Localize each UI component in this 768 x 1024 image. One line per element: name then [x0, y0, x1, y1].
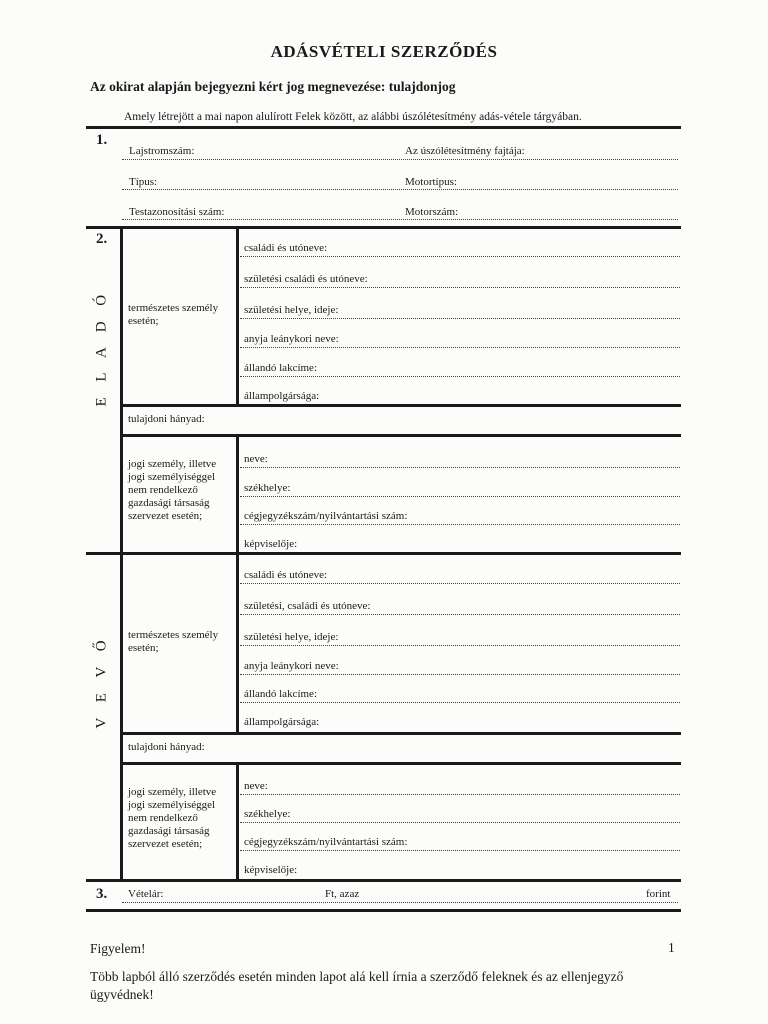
seller-share-top — [120, 404, 681, 407]
buyer-company-name-line — [240, 794, 680, 795]
section-3-number: 3. — [96, 886, 108, 902]
buyer-side-label: V E V Ő — [93, 634, 110, 729]
section-3-bottom-border — [86, 909, 681, 912]
document-title: ADÁSVÉTELI SZERZŐDÉS — [270, 42, 498, 61]
seller-company-name-line — [240, 467, 680, 468]
buyer-address-label: állandó lakcíme: — [244, 688, 317, 700]
buyer-natural-person-label: természetes személy esetén; — [128, 629, 219, 654]
buyer-birth-name-label: születési, családi és utóneve: — [244, 600, 371, 612]
price-ft-label: Ft, azaz — [325, 888, 360, 900]
seller-representative-label: képviselője: — [244, 538, 298, 550]
seller-address-line — [240, 376, 680, 377]
buyer-citizenship-label: állampolgársága: — [244, 716, 320, 728]
seller-company-name-label: neve: — [244, 453, 268, 465]
buyer-natural-divider — [236, 554, 239, 734]
buyer-seat-label: székhelye: — [244, 808, 291, 820]
seller-natural-divider — [236, 226, 239, 406]
seller-address-label: állandó lakcíme: — [244, 362, 317, 374]
buyer-birthplace-line — [240, 645, 680, 646]
warning-heading: Figyelem! — [90, 941, 146, 956]
signature-note: Több lapból álló szerződés esetén minden lapot alá kell írnia a szerződő feleknek és az ellenjegyző ügyvédnek! — [90, 969, 624, 1002]
buyer-birthplace-label: születési helye, ideje: — [244, 631, 339, 643]
buyer-share-top — [120, 732, 681, 735]
intro-text: Amely létrejött a mai napon alulírott Felek között, az alábbi úszólétesítmény adás-vétele tárgyában. — [124, 111, 582, 123]
section-1-number: 1. — [96, 132, 108, 148]
seller-seat-line — [240, 496, 680, 497]
type-line — [122, 189, 678, 190]
buyer-legal-divider — [236, 762, 239, 880]
vessel-type-label: Az úszólétesítmény fajtája: — [405, 145, 525, 157]
section-3-top-border — [86, 879, 681, 882]
buyer-address-line — [240, 702, 680, 703]
buyer-mother-label: anyja leánykori neve: — [244, 660, 339, 672]
seller-citizenship-label: állampolgársága: — [244, 390, 320, 402]
registration-number-label: Lajstromszám: — [129, 145, 195, 157]
seller-mother-line — [240, 347, 680, 348]
seller-legal-person-label: jogi személy, illetve jogi személyiséggel nem rendelkező gazdasági társaság szervezet esetén; — [128, 458, 217, 522]
seller-share-bottom — [120, 434, 681, 437]
seller-share-label: tulajdoni hányad: — [128, 413, 205, 425]
seller-name-line — [240, 256, 680, 257]
price-line — [122, 902, 678, 903]
buyer-legal-person-label: jogi személy, illetve jogi személyiséggel nem rendelkező gazdasági társaság szervezet esetén; — [128, 786, 217, 850]
buyer-registry-label: cégjegyzékszám/nyilvántartási szám: — [244, 836, 408, 848]
seller-birth-name-line — [240, 287, 680, 288]
seller-registry-line — [240, 524, 680, 525]
seller-seat-label: székhelye: — [244, 482, 291, 494]
buyer-share-bottom — [120, 762, 681, 765]
hull-id-line — [122, 219, 678, 220]
seller-left-border — [120, 226, 123, 554]
seller-mother-label: anyja leánykori neve: — [244, 333, 339, 345]
seller-registry-label: cégjegyzékszám/nyilvántartási szám: — [244, 510, 408, 522]
buyer-registry-line — [240, 850, 680, 851]
buyer-mother-line — [240, 674, 680, 675]
seller-birthplace-line — [240, 318, 680, 319]
hull-id-label: Testazonosítási szám: — [129, 206, 225, 218]
buyer-company-name-label: neve: — [244, 780, 268, 792]
engine-type-label: Motortípus: — [405, 176, 457, 188]
type-label: Típus: — [129, 176, 158, 188]
price-forint-label: forint — [646, 888, 671, 900]
registration-line — [122, 159, 678, 160]
section-2-number: 2. — [96, 231, 108, 247]
seller-name-label: családi és utóneve: — [244, 242, 328, 254]
seller-side-label: E L A D Ó — [93, 288, 110, 407]
seller-birthplace-label: születési helye, ideje: — [244, 304, 339, 316]
engine-number-label: Motorszám: — [405, 206, 459, 218]
buyer-birth-name-line — [240, 614, 680, 615]
seller-legal-divider — [236, 434, 239, 554]
buyer-share-label: tulajdoni hányad: — [128, 741, 205, 753]
document-subtitle: Az okirat alapján bejegyezni kért jog megnevezése: tulajdonjog — [90, 79, 456, 94]
buyer-name-line — [240, 583, 680, 584]
buyer-seat-line — [240, 822, 680, 823]
seller-birth-name-label: születési családi és utóneve: — [244, 273, 368, 285]
buyer-representative-label: képviselője: — [244, 864, 298, 876]
buyer-left-border — [120, 554, 123, 880]
buyer-name-label: családi és utóneve: — [244, 569, 328, 581]
top-border — [86, 126, 681, 129]
seller-buyer-separator — [86, 552, 681, 555]
seller-natural-person-label: természetes személy esetén; — [128, 302, 219, 327]
section-1-bottom-border — [86, 226, 681, 229]
price-label: Vételár: — [128, 888, 164, 900]
page-number: 1 — [668, 940, 675, 955]
